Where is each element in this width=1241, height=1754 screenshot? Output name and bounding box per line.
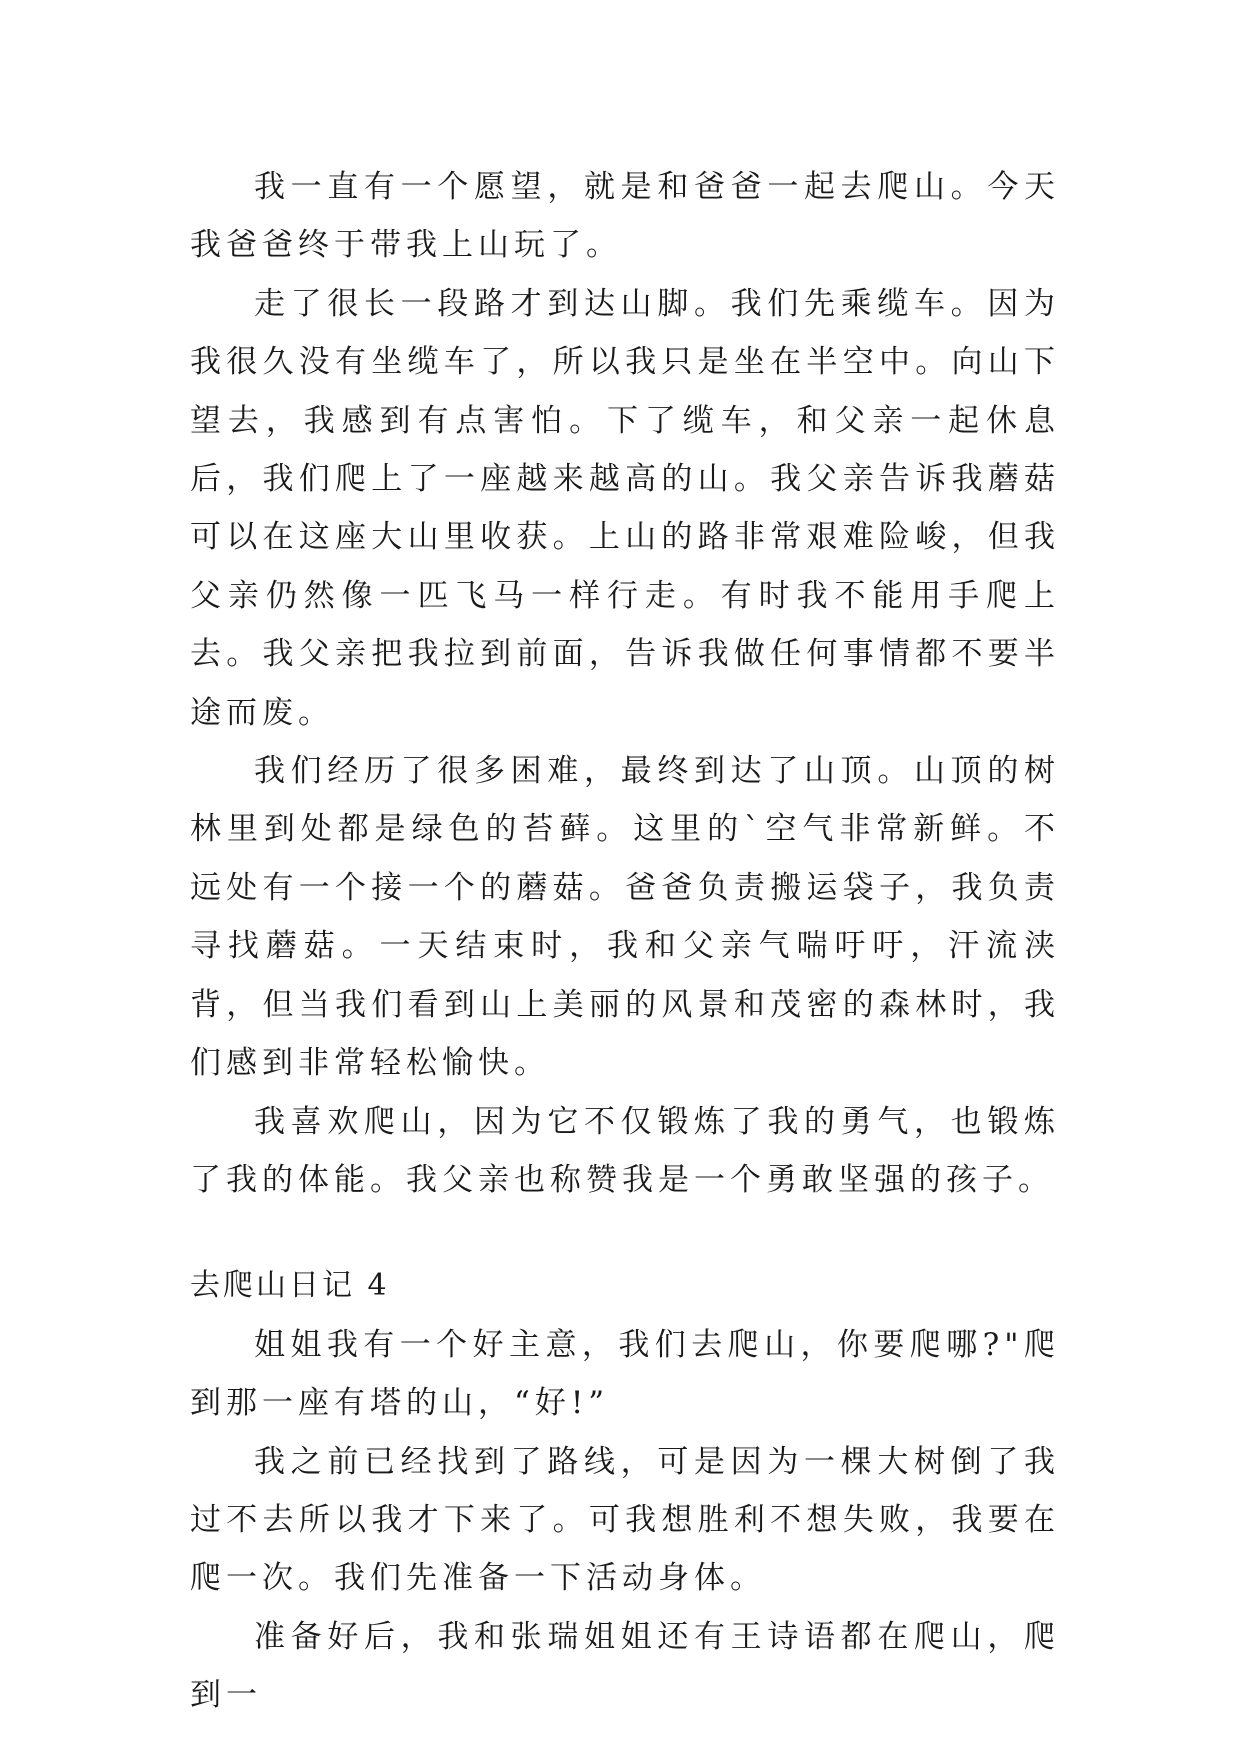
paragraph: 我一直有一个愿望，就是和爸爸一起去爬山。今天我爸爸终于带我上山玩了。 bbox=[190, 169, 1060, 264]
document-body bbox=[190, 158, 1060, 1725]
section-heading: 去爬山日记 4 bbox=[190, 1268, 390, 1304]
paragraph: 我们经历了很多困难，最终到达了山顶。山顶的树林里到处都是绿色的苔藓。这里的`空气非常新鲜。不远处有一个接一个的蘑菇。爸爸负责搬运袋子，我负责寻找蘑菇。一天结束时，我和父亲气喘吁吁，汗流浃背，但当我们看到山上美丽的风景和茂密的森林时，我们感到非常轻松愉快。 bbox=[190, 753, 1060, 1082]
paragraph: 姐姐我有一个好主意，我们去爬山，你要爬哪?"爬到那一座有塔的山，“好!” bbox=[190, 1326, 1060, 1422]
paragraph: 我喜欢爬山，因为它不仅锻炼了我的勇气，也锻炼了我的体能。我父亲也称赞我是一个勇敢坚强的孩子。 bbox=[190, 1103, 1060, 1198]
paragraph: 我之前已经找到了路线，可是因为一棵大树倒了我过不去所以我才下来了。可我想胜利不想失败，我要在爬一次。我们先准备一下活动身体。 bbox=[190, 1443, 1060, 1597]
paragraph: 走了很长一段路才到达山脚。我们先乘缆车。因为我很久没有坐缆车了，所以我只是坐在半空中。向山下望去，我感到有点害怕。下了缆车，和父亲一起休息后，我们爬上了一座越来越高的山。我父亲告诉我蘑菇可以在这座大山里收获。上山的路非常艰难险峻，但我父亲仍然像一匹飞马一样行走。有时我不能用手爬上去。我父亲把我拉到前面，告诉我做任何事情都不要半途而废。 bbox=[190, 285, 1060, 731]
paragraph: 准备好后，我和张瑞姐姐还有王诗语都在爬山，爬到一 bbox=[190, 1618, 1060, 1714]
